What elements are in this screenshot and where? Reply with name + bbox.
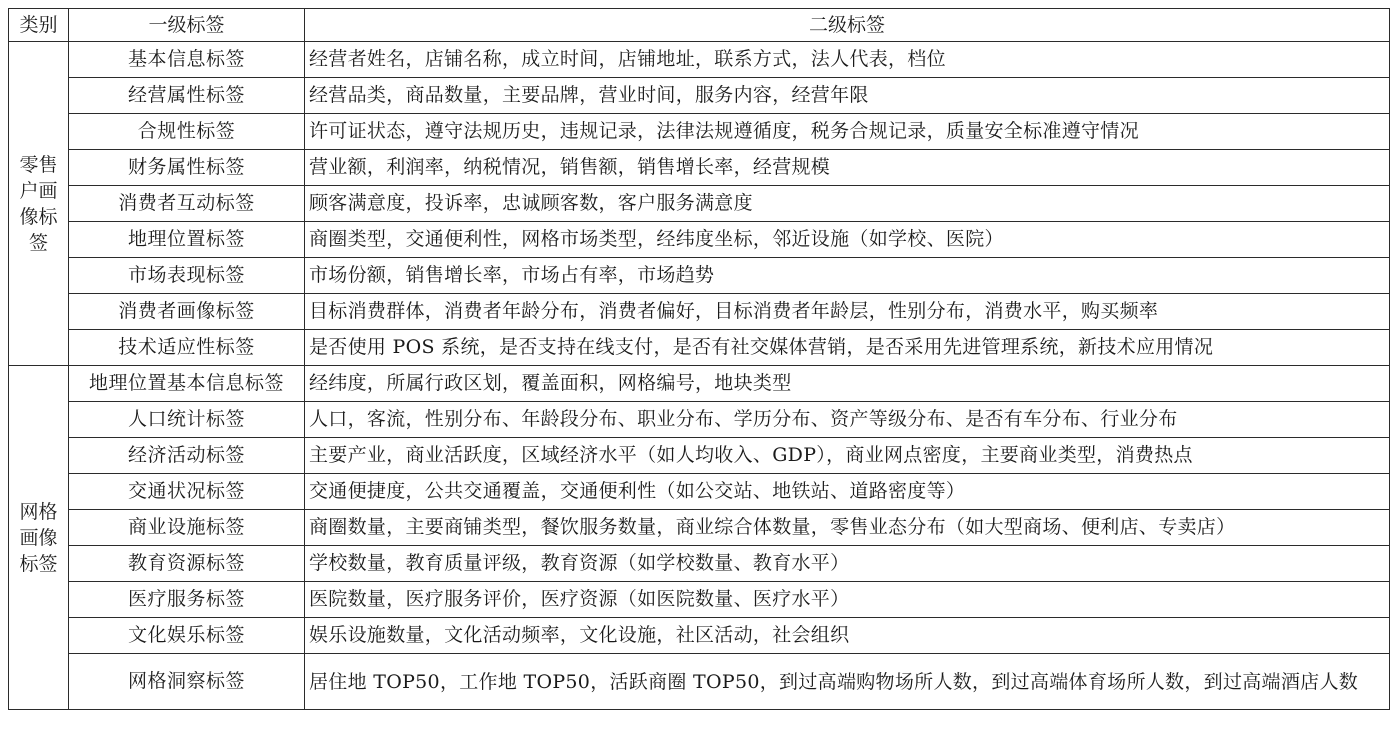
table-row [9, 330, 1390, 366]
header-category: 类别 [9, 9, 69, 42]
level1-cell: 合规性标签 [69, 114, 305, 150]
level1-cell: 医疗服务标签 [69, 582, 305, 618]
level2-cell: 营业额，利润率，纳税情况，销售额，销售增长率，经营规模 [305, 150, 1390, 186]
table-row [9, 294, 1390, 330]
level2-cell: 许可证状态，遵守法规历史，违规记录，法律法规遵循度，税务合规记录，质量安全标准遵守情况 [305, 114, 1390, 150]
header-level1: 一级标签 [69, 9, 305, 42]
table-body [9, 42, 1390, 710]
level1-cell: 市场表现标签 [69, 258, 305, 294]
category-cell-grid [9, 366, 69, 710]
level2-cell: 经营品类，商品数量，主要品牌，营业时间，服务内容，经营年限 [305, 78, 1390, 114]
level1-cell: 地理位置基本信息标签 [69, 366, 305, 402]
level2-cell: 商圈数量，主要商铺类型，餐饮服务数量，商业综合体数量，零售业态分布（如大型商场、便利店、专卖店） [305, 510, 1390, 546]
level1-cell: 交通状况标签 [69, 474, 305, 510]
table-row [9, 438, 1390, 474]
table-row [9, 114, 1390, 150]
table-row [9, 366, 1390, 402]
table-row [9, 150, 1390, 186]
table-row [9, 582, 1390, 618]
level2-cell: 经纬度，所属行政区划，覆盖面积，网格编号，地块类型 [305, 366, 1390, 402]
table-row [9, 546, 1390, 582]
level2-cell: 经营者姓名，店铺名称，成立时间，店铺地址，联系方式，法人代表，档位 [305, 42, 1390, 78]
table-row [9, 654, 1390, 710]
level1-cell: 地理位置标签 [69, 222, 305, 258]
level1-cell: 经济活动标签 [69, 438, 305, 474]
level2-cell: 娱乐设施数量，文化活动频率，文化设施，社区活动，社会组织 [305, 618, 1390, 654]
level1-cell: 财务属性标签 [69, 150, 305, 186]
header-level2: 二级标签 [305, 9, 1390, 42]
level2-cell: 是否使用 POS 系统，是否支持在线支付，是否有社交媒体营销，是否采用先进管理系统，新技术应用情况 [305, 330, 1390, 366]
category-label: 零售户画像标签 [19, 153, 58, 254]
table-header [9, 9, 1390, 42]
tag-table-container [8, 8, 1390, 710]
level1-cell: 消费者互动标签 [69, 186, 305, 222]
level2-cell: 医院数量，医疗服务评价，医疗资源（如医院数量、医疗水平） [305, 582, 1390, 618]
level1-cell: 文化娱乐标签 [69, 618, 305, 654]
table-row [9, 258, 1390, 294]
level2-cell: 目标消费群体，消费者年龄分布，消费者偏好，目标消费者年龄层，性别分布，消费水平，购买频率 [305, 294, 1390, 330]
table-row [9, 474, 1390, 510]
table-row [9, 618, 1390, 654]
level2-cell: 学校数量，教育质量评级，教育资源（如学校数量、教育水平） [305, 546, 1390, 582]
level1-cell: 网格洞察标签 [69, 654, 305, 710]
table-row [9, 78, 1390, 114]
table-row [9, 402, 1390, 438]
table-row [9, 222, 1390, 258]
level1-cell: 人口统计标签 [69, 402, 305, 438]
category-label: 网格画像标签 [19, 500, 58, 575]
level2-cell: 交通便捷度，公共交通覆盖，交通便利性（如公交站、地铁站、道路密度等） [305, 474, 1390, 510]
level2-cell: 顾客满意度，投诉率，忠诚顾客数，客户服务满意度 [305, 186, 1390, 222]
level1-cell: 商业设施标签 [69, 510, 305, 546]
level1-cell: 技术适应性标签 [69, 330, 305, 366]
level2-cell: 商圈类型，交通便利性，网格市场类型，经纬度坐标，邻近设施（如学校、医院） [305, 222, 1390, 258]
level1-cell: 消费者画像标签 [69, 294, 305, 330]
level1-cell: 基本信息标签 [69, 42, 305, 78]
level1-cell: 经营属性标签 [69, 78, 305, 114]
level2-cell: 主要产业，商业活跃度，区域经济水平（如人均收入、GDP），商业网点密度，主要商业类型，消费热点 [305, 438, 1390, 474]
level1-cell: 教育资源标签 [69, 546, 305, 582]
header-row [9, 9, 1390, 42]
table-row [9, 186, 1390, 222]
level2-cell: 居住地 TOP50，工作地 TOP50，活跃商圈 TOP50，到过高端购物场所人数，到过高端体育场所人数，到过高端酒店人数 [305, 654, 1390, 710]
table-row [9, 42, 1390, 78]
category-cell-retail [9, 42, 69, 366]
level2-cell: 人口，客流，性别分布、年龄段分布、职业分布、学历分布、资产等级分布、是否有车分布、行业分布 [305, 402, 1390, 438]
tag-table [8, 8, 1390, 710]
table-row [9, 510, 1390, 546]
level2-cell: 市场份额，销售增长率，市场占有率，市场趋势 [305, 258, 1390, 294]
